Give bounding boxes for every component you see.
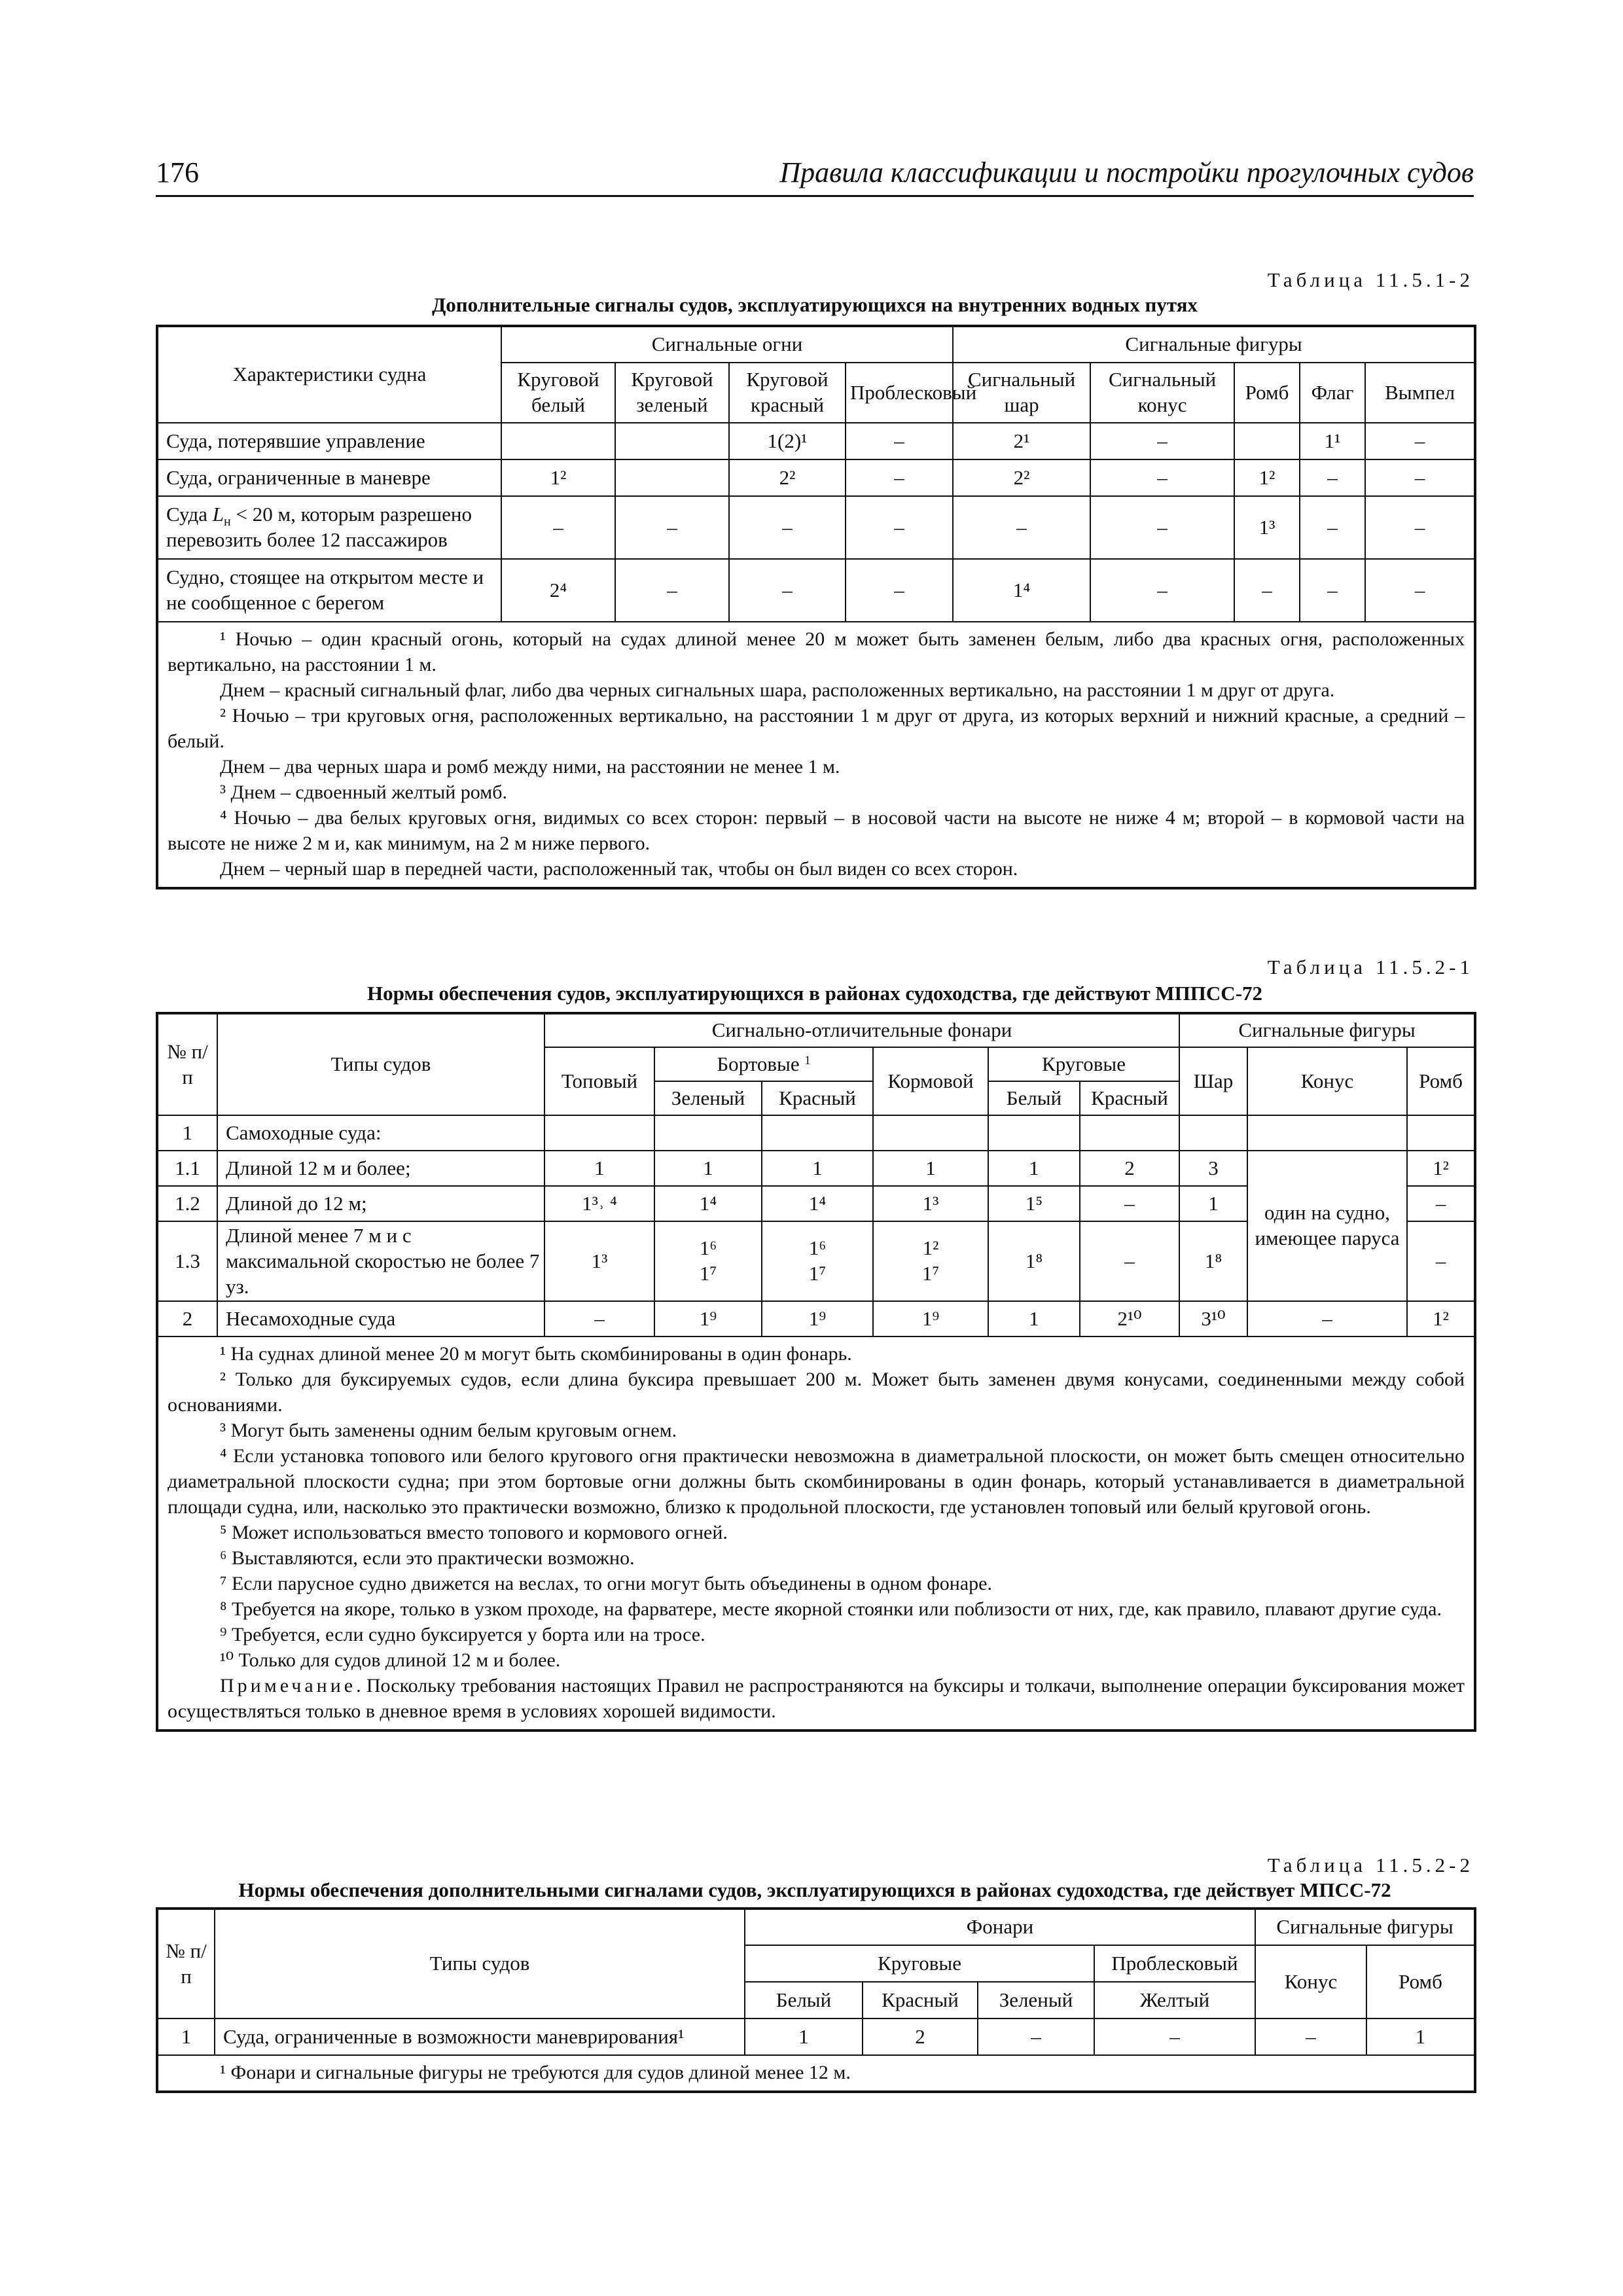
table3-caption: Таблица 11.5.2-2 [1267, 1854, 1474, 1876]
t2-head-num: № п/п [157, 1013, 217, 1115]
note: Днем – два черных шара и ромб между ними, на расстоянии не менее 1 м. [220, 756, 840, 778]
cell: 2² [729, 459, 846, 496]
cell: – [501, 496, 615, 559]
cell [1247, 1115, 1407, 1151]
cell: 1³ [544, 1221, 654, 1301]
cell: 1² [1234, 459, 1300, 496]
table3 [156, 1907, 1476, 2093]
table-row [157, 423, 1475, 459]
cell: 1⁹ [762, 1301, 873, 1336]
cell: – [1090, 496, 1234, 559]
cell: 1² [501, 459, 615, 496]
note: ⁴ Ночью – два белых круговых огня, видимых со всех сторон: первый – в носовой части на высоте не ниже 4 м; второй – в кормовой части на высоте не ниже 2 м и, как минимум, на 2 м ниже первого. [168, 807, 1465, 854]
t3-head-flashing: Проблесковый [1094, 1945, 1255, 1982]
cell: – [953, 496, 1090, 559]
t2-head-lamps: Сигнально-отличительные фонари [544, 1013, 1179, 1047]
cell: 1 [654, 1151, 762, 1186]
cell: 1 [745, 2018, 863, 2055]
t3-head-types: Типы судов [215, 1909, 745, 2018]
cell: – [1247, 1301, 1407, 1336]
t2-head-side [654, 1047, 873, 1081]
t1-head-pennant: Вымпел [1365, 363, 1475, 423]
table-row [157, 1301, 1475, 1336]
cell: 1(2)¹ [729, 423, 846, 459]
cell: – [1407, 1186, 1475, 1221]
row-label: Длиной менее 7 м и с максимальной скоростью не более 7 уз. [217, 1221, 544, 1301]
cell: 1³˒ ⁴ [544, 1186, 654, 1221]
row-label [157, 496, 501, 559]
row-num: 2 [157, 1301, 217, 1336]
t3-head-figures: Сигнальные фигуры [1255, 1909, 1475, 1945]
page-number: 176 [156, 156, 199, 188]
t1-head-characteristics: Характеристики судна [157, 326, 501, 423]
cell: 1 [988, 1301, 1080, 1336]
remark-label: Примечание [220, 1675, 357, 1697]
label-part: < 20 м, которым разрешено перевозить более 12 пассажиров [166, 503, 473, 551]
table1-caption: Таблица 11.5.1-2 [1267, 268, 1474, 291]
t3-head-white: Белый [745, 1982, 863, 2018]
cell: – [1255, 2018, 1366, 2055]
row-label: Длиной 12 м и более; [217, 1151, 544, 1186]
table1-notes [157, 622, 1475, 888]
cell: – [1365, 459, 1475, 496]
row-label: Самоходные суда: [217, 1115, 544, 1151]
cell: – [1365, 559, 1475, 622]
cell: 2¹⁰ [1080, 1301, 1179, 1336]
t3-head-red: Красный [863, 1982, 978, 2018]
cell: 1 [1179, 1186, 1247, 1221]
cell: 1⁴ [762, 1186, 873, 1221]
cell: – [615, 496, 729, 559]
note: ¹ Ночью – один красный огонь, который на судах длиной менее 20 м может быть заменен белым, либо два красных огня, расположенных вертикально, на расстоянии 1 м. [168, 628, 1465, 675]
row-label: Суда, потерявшие управление [157, 423, 501, 459]
cell: – [729, 559, 846, 622]
cell: 1¹ [1300, 423, 1365, 459]
t2-head-masthead: Топовый [544, 1047, 654, 1115]
cell [762, 1115, 873, 1151]
t1-head-cone: Сигнальный конус [1090, 363, 1234, 423]
cell [615, 423, 729, 459]
table2-caption: Таблица 11.5.2-1 [1267, 956, 1474, 978]
note: Днем – красный сигнальный флаг, либо два черных сигнальных шара, расположенных вертикально, на расстоянии 1 м друг от друга. [220, 679, 1335, 701]
cell: 1⁶ 1⁷ [654, 1221, 762, 1301]
cell: 1⁵ [988, 1186, 1080, 1221]
table-row [157, 496, 1475, 559]
cell [1179, 1115, 1247, 1151]
note: ⁷ Если парусное судно движется на веслах, то огни могут быть объединены в одном фонаре. [220, 1573, 992, 1595]
cell: 2 [1080, 1151, 1179, 1186]
cell [988, 1115, 1080, 1151]
t1-head-white: Круговой белый [501, 363, 615, 423]
cell: 1 [873, 1151, 988, 1186]
cell: – [846, 423, 953, 459]
t2-head-cone: Конус [1247, 1047, 1407, 1115]
label-part: Суда [166, 503, 213, 526]
t1-head-figures: Сигнальные фигуры [953, 326, 1475, 363]
cell: – [1090, 459, 1234, 496]
cell: 3 [1179, 1151, 1247, 1186]
table2 [156, 1012, 1476, 1732]
cell: – [1300, 496, 1365, 559]
cell: – [1407, 1221, 1475, 1301]
cell: 1⁴ [654, 1186, 762, 1221]
cell: – [615, 559, 729, 622]
cone-merged-cell: один на судно, имеющее паруса [1247, 1151, 1407, 1301]
t3-head-rhomb: Ромб [1366, 1945, 1475, 2018]
row-label: Несамоходные суда [217, 1301, 544, 1336]
cell: – [1300, 459, 1365, 496]
cell: 1⁴ [953, 559, 1090, 622]
t1-head-red: Круговой красный [729, 363, 846, 423]
note: ¹⁰ Только для судов длиной 12 м и более. [220, 1649, 561, 1672]
t1-head-flashing: Проблесковый [846, 363, 953, 423]
cell: 1⁹ [654, 1301, 762, 1336]
cell: – [729, 496, 846, 559]
cell: – [1365, 423, 1475, 459]
cell: 1⁸ [1179, 1221, 1247, 1301]
t2-head-stern: Кормовой [873, 1047, 988, 1115]
note: ² Ночью – три круговых огня, расположенных вертикально, на расстоянии 1 м друг от друга, из которых верхний и нижний красные, а средний – белый. [168, 705, 1465, 752]
cell: 1 [988, 1151, 1080, 1186]
cell: 1 [1366, 2018, 1475, 2055]
t1-head-rhomb: Ромб [1234, 363, 1300, 423]
cell: 2 [863, 2018, 978, 2055]
side-label: Бортовые [717, 1052, 800, 1075]
row-num: 1.3 [157, 1221, 217, 1301]
remark-text: . Поскольку требования настоящих Правил не распространяются на буксиры и толкачи, выполнение операции буксирования может осуществляться только в дневное время в условиях хорошей видимости. [168, 1675, 1465, 1723]
table-row [157, 2018, 1475, 2055]
cell: 2⁴ [501, 559, 615, 622]
cell: – [1080, 1186, 1179, 1221]
table1-title: Дополнительные сигналы судов, эксплуатирующихся на внутренних водных путях [431, 293, 1198, 316]
row-label: Суда, ограниченные в возможности маневрирования¹ [215, 2018, 745, 2055]
cell [1080, 1115, 1179, 1151]
t2-head-figures: Сигнальные фигуры [1179, 1013, 1475, 1047]
cell: 1 [544, 1151, 654, 1186]
note: ³ Могут быть заменены одним белым круговым огнем. [220, 1420, 677, 1442]
t3-head-cone: Конус [1255, 1945, 1366, 2018]
cell: – [1090, 559, 1234, 622]
header-rule [156, 195, 1474, 197]
cell: – [846, 459, 953, 496]
t2-head-red2: Красный [1080, 1081, 1179, 1115]
cell: 1³ [1234, 496, 1300, 559]
t2-head-green: Зеленый [654, 1081, 762, 1115]
table-row [157, 1151, 1475, 1186]
cell [501, 423, 615, 459]
remark [168, 1673, 1465, 1724]
label-part: L [212, 503, 224, 526]
note: ⁴ Если установка топового или белого кругового огня практически невозможна в диаметральной плоскости, он может быть смещен относительно диаметральной плоскости судна; при этом бортовые огни должны быть скомбинированы в один фонарь, который устанавливается в диаметральной площади судна, или, насколько это практически возможно, близко к продольной плоскости, где установлен топовый или белый круговой огонь. [168, 1445, 1465, 1518]
cell: – [1080, 1221, 1179, 1301]
cell: 1⁸ [988, 1221, 1080, 1301]
note: ⁸ Требуется на якоре, только в узком проходе, на фарватере, месте якорной стоянки или поблизости от них, где, как правило, плавают другие суда. [220, 1598, 1442, 1621]
t2-head-allround: Круговые [988, 1047, 1179, 1081]
row-label: Судно, стоящее на открытом месте и не сообщенное с берегом [157, 559, 501, 622]
t3-head-lamps: Фонари [745, 1909, 1255, 1945]
cell: 1² [1407, 1151, 1475, 1186]
side-footnote: 1 [804, 1053, 811, 1067]
t2-head-rhomb: Ромб [1407, 1047, 1475, 1115]
note: ¹ Фонари и сигнальные фигуры не требуются для судов длиной менее 12 м. [220, 2062, 851, 2083]
row-num: 1.1 [157, 1151, 217, 1186]
cell [544, 1115, 654, 1151]
note: ⁶ Выставляются, если это практически возможно. [220, 1547, 635, 1570]
note: Днем – черный шар в передней части, расположенный так, чтобы он был виден со всех сторон. [220, 858, 1018, 880]
row-label: Длиной до 12 м; [217, 1186, 544, 1221]
t1-head-green: Круговой зеленый [615, 363, 729, 423]
table-row [157, 559, 1475, 622]
cell: 2² [953, 459, 1090, 496]
note: ⁵ Может использоваться вместо топового и кормового огней. [220, 1522, 728, 1544]
cell: – [1234, 559, 1300, 622]
table2-title: Нормы обеспечения судов, эксплуатирующихся в районах судоходства, где действуют МППСС-72 [366, 982, 1263, 1005]
table3-title: Нормы обеспечения дополнительными сигналами судов, эксплуатирующихся в районах судоходства, где действует МПСС-72 [238, 1878, 1391, 1901]
cell [615, 459, 729, 496]
row-num: 1 [157, 1115, 217, 1151]
t1-head-flag: Флаг [1300, 363, 1365, 423]
cell: 1⁹ [873, 1301, 988, 1336]
t1-head-ball: Сигнальный шар [953, 363, 1090, 423]
t3-head-allround: Круговые [745, 1945, 1094, 1982]
table-row [157, 1115, 1475, 1151]
row-num: 1.2 [157, 1186, 217, 1221]
t3-head-yellow: Желтый [1094, 1982, 1255, 2018]
table-row [157, 459, 1475, 496]
table1 [156, 325, 1476, 889]
cell: 2¹ [953, 423, 1090, 459]
note: ² Только для буксируемых судов, если длина буксира превышает 200 м. Может быть заменен двумя конусами, соединенными между собой основаниями. [168, 1369, 1465, 1416]
running-title: Правила классификации и постройки прогулочных судов [779, 156, 1474, 188]
t2-head-ball: Шар [1179, 1047, 1247, 1115]
cell: – [544, 1301, 654, 1336]
cell: – [846, 496, 953, 559]
cell [873, 1115, 988, 1151]
cell: 3¹⁰ [1179, 1301, 1247, 1336]
row-label: Суда, ограниченные в маневре [157, 459, 501, 496]
t2-head-white: Белый [988, 1081, 1080, 1115]
table2-notes [157, 1336, 1475, 1731]
table3-notes [157, 2055, 1475, 2092]
cell: – [1094, 2018, 1255, 2055]
cell [1407, 1115, 1475, 1151]
t3-head-green: Зеленый [978, 1982, 1094, 2018]
cell [1234, 423, 1300, 459]
note: ¹ На суднах длиной менее 20 м могут быть скомбинированы в один фонарь. [220, 1343, 852, 1365]
note: ⁹ Требуется, если судно буксируется у борта или на тросе. [220, 1624, 705, 1646]
cell: 1² [1407, 1301, 1475, 1336]
row-num: 1 [157, 2018, 215, 2055]
cell: – [1090, 423, 1234, 459]
cell: 1³ [873, 1186, 988, 1221]
t3-head-num: № п/п [157, 1909, 215, 2018]
cell: – [846, 559, 953, 622]
cell: 1⁶ 1⁷ [762, 1221, 873, 1301]
cell: 1² 1⁷ [873, 1221, 988, 1301]
t2-head-types: Типы судов [217, 1013, 544, 1115]
cell: – [1365, 496, 1475, 559]
cell: – [978, 2018, 1094, 2055]
label-part: н [223, 514, 231, 529]
cell: 1 [762, 1151, 873, 1186]
cell: – [1300, 559, 1365, 622]
note: ³ Днем – сдвоенный желтый ромб. [220, 781, 507, 803]
t1-head-lights: Сигнальные огни [501, 326, 953, 363]
cell [654, 1115, 762, 1151]
t2-head-red: Красный [762, 1081, 873, 1115]
